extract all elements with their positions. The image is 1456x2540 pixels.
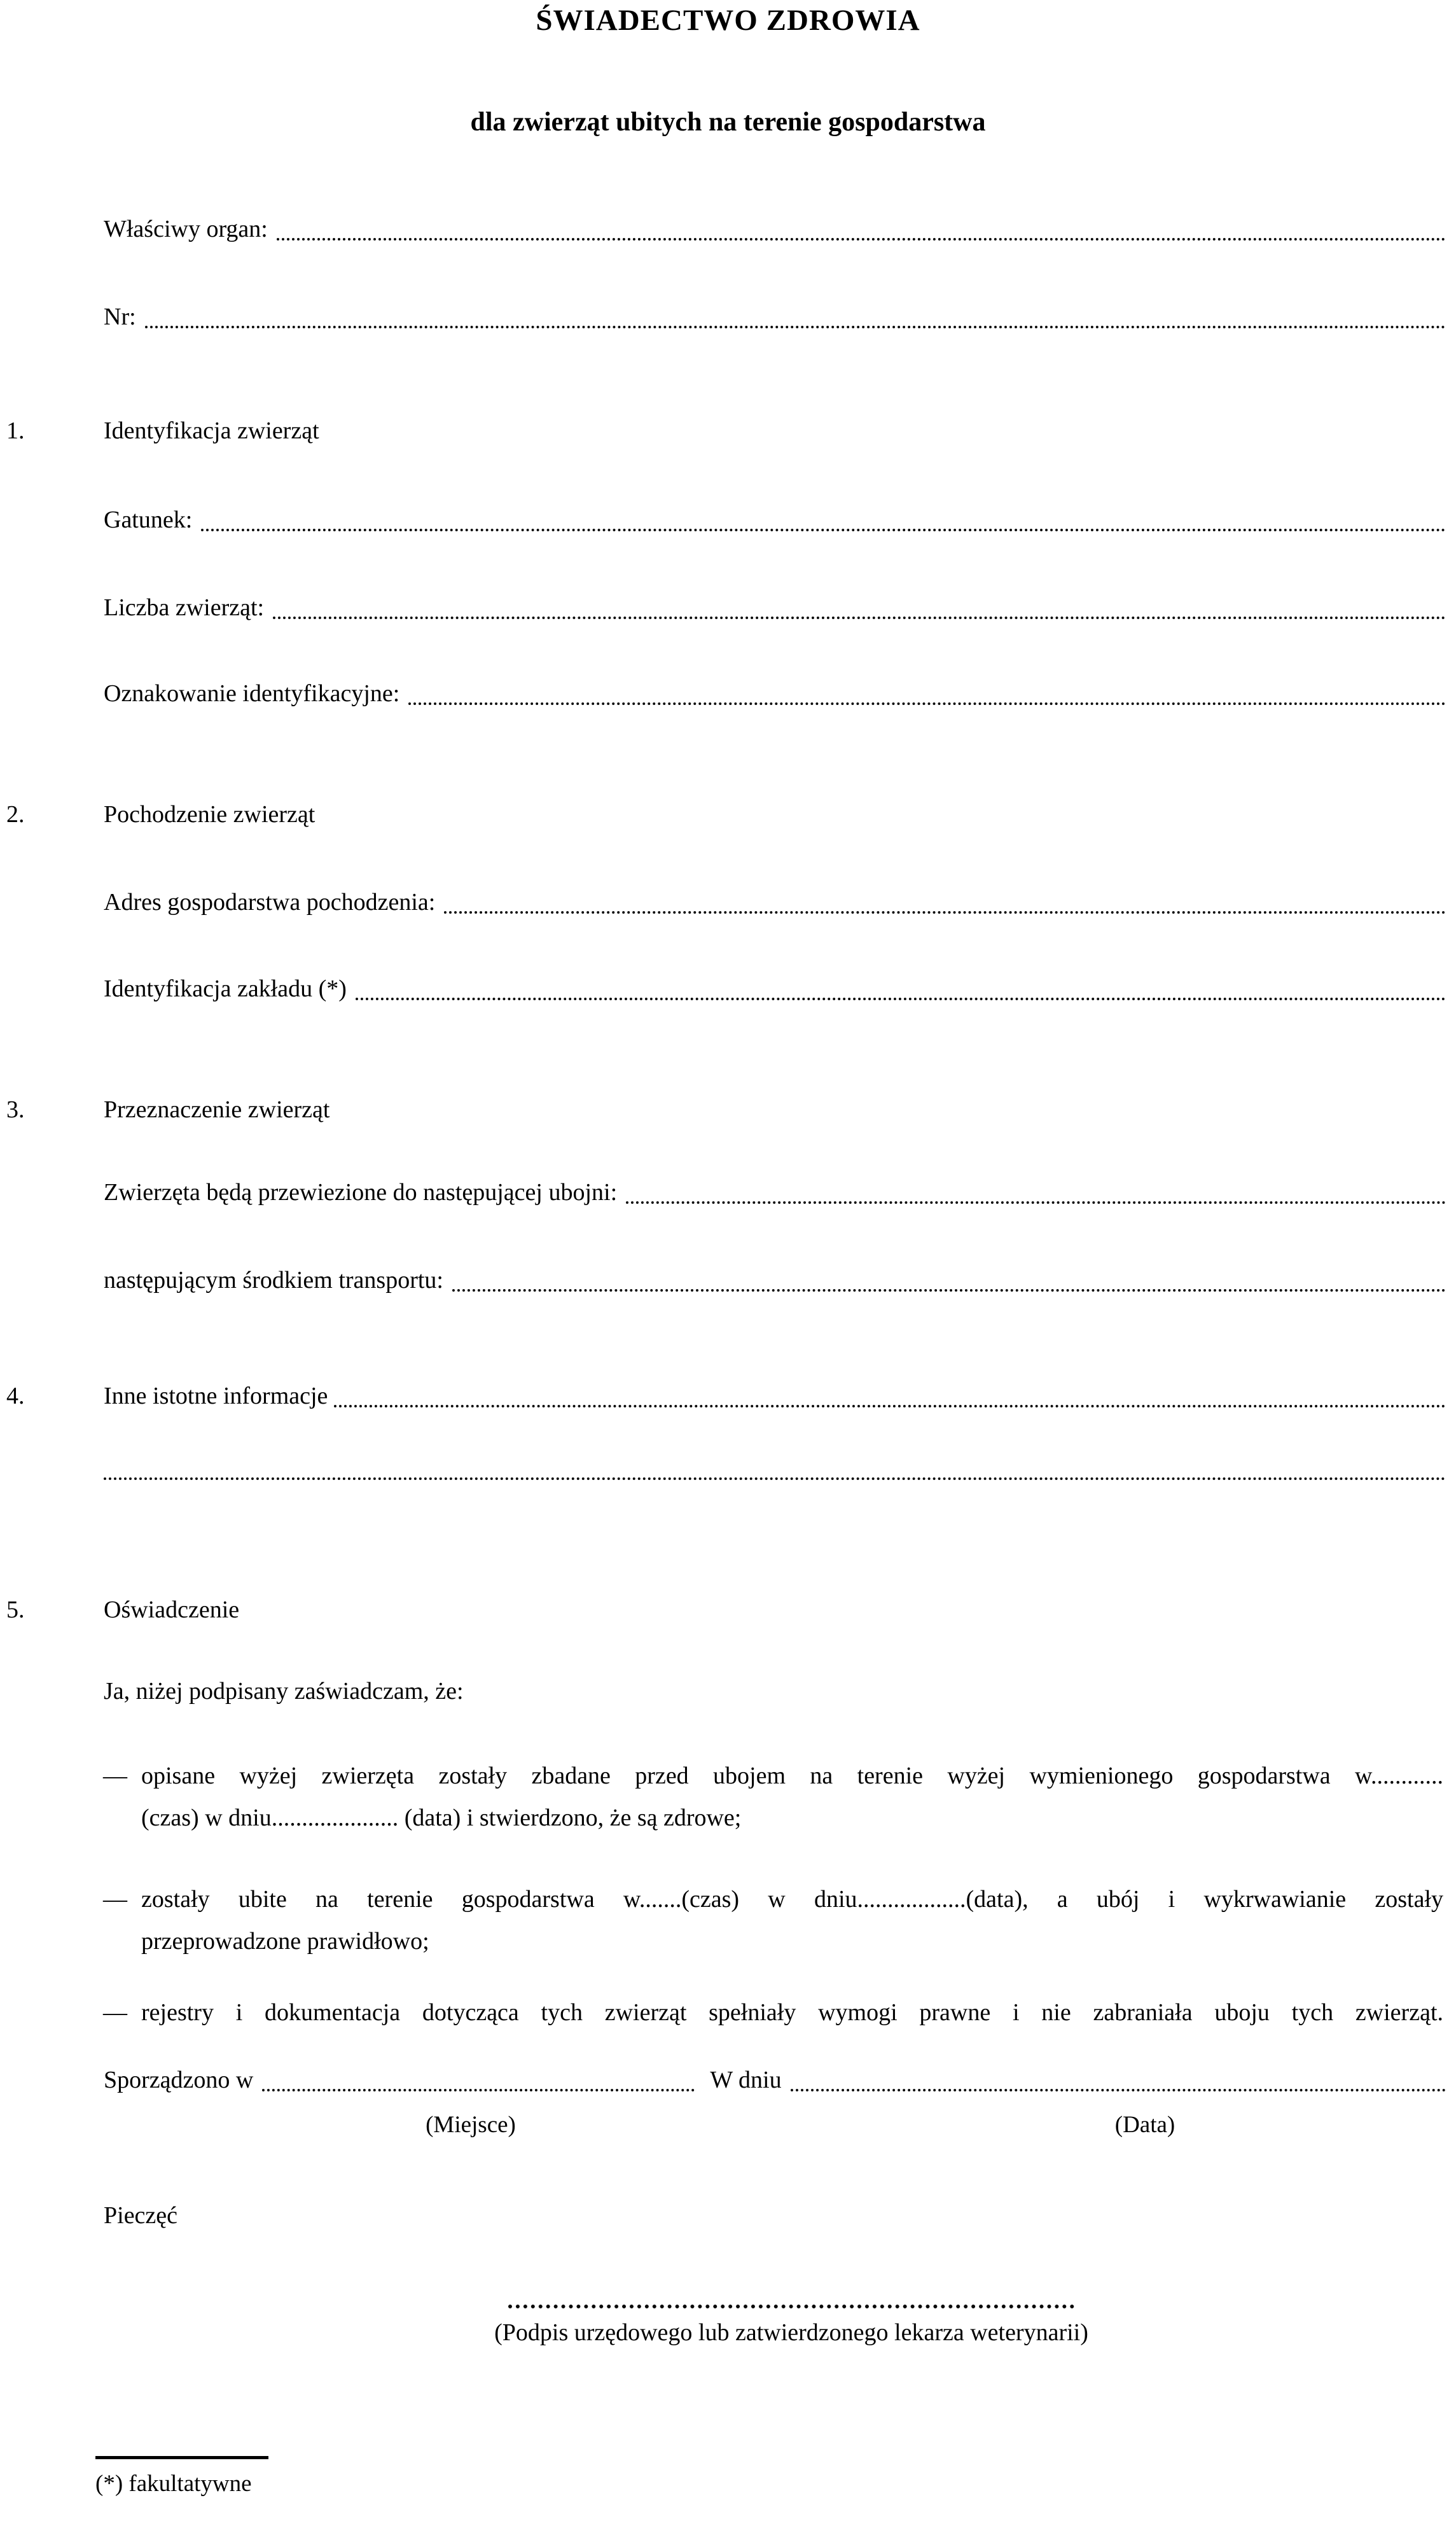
bullet-line: zostały ubite na terenie gospodarstwa w.......(czas) w dniu..................(data), a ubój i wykrwawianie zostały xyxy=(141,1886,1443,1913)
animal-count-label: Liczba zwierząt: xyxy=(104,594,265,621)
other-information-label: Inne istotne informacje xyxy=(104,1383,328,1409)
section-3-number: 3. xyxy=(6,1096,25,1123)
drawn-up-row xyxy=(104,2066,1446,2095)
footnote xyxy=(95,2470,252,2497)
authority-blank-line xyxy=(277,232,1446,241)
declaration-bullet-2 xyxy=(103,1878,1443,1962)
bullet-dash: — xyxy=(103,1999,127,2026)
signature-caption: (Podpis urzędowego lub zatwierdzonego lekarza weterynarii) xyxy=(494,2319,1088,2346)
bullet-line: (czas) w dniu..................... (data) i stwierdzono, że są zdrowe; xyxy=(141,1804,742,1831)
bullet-dash: — xyxy=(103,1762,127,1789)
signature-line xyxy=(508,2283,1074,2308)
animal-count-row xyxy=(104,594,1446,623)
animal-count-blank-line xyxy=(273,610,1446,619)
species-label: Gatunek: xyxy=(104,506,193,533)
other-information-blank-line xyxy=(334,1399,1446,1407)
species-blank-line xyxy=(201,522,1446,531)
section-3-heading: Przeznaczenie zwierząt xyxy=(104,1096,330,1123)
document-subtitle: dla zwierząt ubitych na terenie gospodarstwa xyxy=(470,108,986,137)
identification-marking-label: Oznakowanie identyfikacyjne: xyxy=(104,680,400,707)
identification-marking-row xyxy=(104,680,1446,709)
transport-means-label: następującym środkiem transportu: xyxy=(104,1267,443,1294)
establishment-identification-label: Identyfikacja zakładu (*) xyxy=(104,975,347,1002)
other-information-row xyxy=(104,1382,1446,1411)
authority-label: Właściwy organ: xyxy=(104,216,268,242)
date-blank-line xyxy=(791,2083,1446,2091)
footnote-rule xyxy=(95,2456,268,2459)
establishment-identification-row xyxy=(104,975,1446,1004)
footnote-text: fakultatywne xyxy=(128,2471,252,2497)
slaughterhouse-blank-line xyxy=(626,1195,1446,1204)
number-blank-line xyxy=(145,319,1446,328)
declaration-bullet-3 xyxy=(103,1992,1443,2034)
origin-holding-address-row xyxy=(104,888,1446,918)
slaughterhouse-label: Zwierzęta będą przewiezione do następującej ubojni: xyxy=(104,1179,618,1206)
on-day-label: W dniu xyxy=(710,2067,782,2093)
authority-row xyxy=(104,215,1446,244)
other-information-continuation-line xyxy=(104,1471,1446,1480)
document-title: ŚWIADECTWO ZDROWIA xyxy=(536,4,920,37)
number-label: Nr: xyxy=(104,304,136,330)
bullet-line: przeprowadzone prawidłowo; xyxy=(141,1928,429,1955)
date-caption: (Data) xyxy=(1114,2112,1175,2138)
origin-holding-address-label: Adres gospodarstwa pochodzenia: xyxy=(104,889,436,916)
section-5-heading: Oświadczenie xyxy=(104,1596,240,1623)
drawn-up-label: Sporządzono w xyxy=(104,2067,254,2093)
species-row xyxy=(104,506,1446,535)
transport-means-row xyxy=(104,1266,1446,1295)
stamp-label: Pieczęć xyxy=(104,2202,178,2229)
section-1-number: 1. xyxy=(6,417,25,444)
identification-marking-blank-line xyxy=(408,696,1446,705)
section-4-number: 4. xyxy=(6,1383,25,1409)
signature-block xyxy=(470,2283,1113,2347)
declaration-intro: Ja, niżej podpisany zaświadczam, że: xyxy=(104,1678,464,1705)
declaration-bullet-1 xyxy=(103,1755,1443,1839)
bullet-line: opisane wyżej zwierzęta zostały zbadane przed ubojem na terenie wyżej wymienionego gospodarstwa w............ xyxy=(141,1762,1443,1789)
footnote-marker: (*) xyxy=(95,2471,123,2497)
section-1-heading: Identyfikacja zwierząt xyxy=(104,417,319,444)
number-row xyxy=(104,303,1446,332)
place-blank-line xyxy=(262,2083,695,2091)
origin-holding-address-blank-line xyxy=(444,905,1446,914)
bullet-line: rejestry i dokumentacja dotycząca tych zwierząt spełniały wymogi prawne i nie zabraniała uboju tych zwierząt. xyxy=(141,1999,1443,2026)
section-2-heading: Pochodzenie zwierząt xyxy=(104,801,315,828)
other-information-continuation-row xyxy=(104,1471,1446,1484)
establishment-identification-blank-line xyxy=(356,991,1446,1000)
section-5-number: 5. xyxy=(6,1596,25,1623)
place-caption: (Miejsce) xyxy=(426,2112,516,2138)
bullet-dash: — xyxy=(103,1886,127,1913)
transport-means-blank-line xyxy=(452,1283,1446,1292)
slaughterhouse-row xyxy=(104,1178,1446,1208)
section-2-number: 2. xyxy=(6,801,25,828)
